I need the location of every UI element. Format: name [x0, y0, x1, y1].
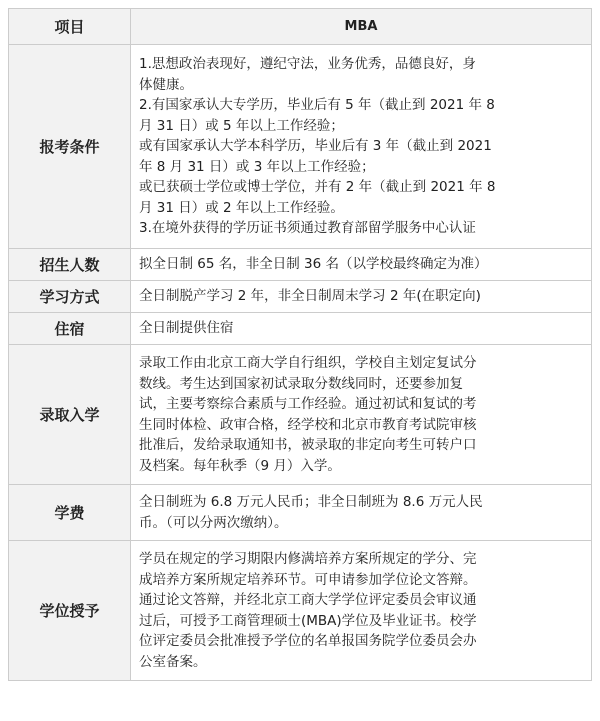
text-line: 公室备案。: [139, 653, 207, 670]
text-line: 及档案。每年秋季（9 月）入学。: [139, 457, 341, 474]
text-line: 月 31 日）或 2 年以上工作经验。: [139, 199, 344, 216]
row-label: 报考条件: [9, 45, 131, 249]
housing-text: 全日制提供住宿: [131, 313, 592, 345]
text-line: 月 31 日）或 5 年以上工作经验；: [139, 117, 344, 134]
row-admission: [9, 345, 592, 485]
text-line: 2.有国家承认大专学历，毕业后有 5 年（截止到 2021 年 8: [139, 97, 495, 114]
tuition-text: [131, 485, 592, 541]
text-line: 学员在规定的学习期限内修满培养方案所规定的学分、完: [139, 551, 477, 567]
row-study-mode: [9, 281, 592, 313]
text-line: 体健康。: [139, 76, 193, 93]
row-requirements: [9, 45, 592, 249]
text-line: 录取工作由北京工商大学自行组织，学校自主划定复试分: [139, 355, 477, 371]
header-program-cell: MBA: [131, 9, 592, 45]
text-line: 通过论文答辩，并经北京工商大学学位评定委员会审议通: [139, 592, 477, 608]
text-line: 试，主要考察综合素质与工作经验。通过初试和复试的考: [139, 396, 477, 412]
degree-text: [131, 541, 592, 681]
text-line: 过后，可授予工商管理硕士(MBA)学位及毕业证书。校学: [139, 612, 477, 629]
text-line: 生同时体检、政审合格，经学校和北京市教育考试院审核: [139, 416, 477, 433]
row-label: 住宿: [9, 313, 131, 345]
row-tuition: [9, 485, 592, 541]
row-label: 学位授予: [9, 541, 131, 681]
row-label: 学费: [9, 485, 131, 541]
row-label: 录取入学: [9, 345, 131, 485]
text-line: 位评定委员会批准授予学位的名单报国务院学位委员会办: [139, 633, 477, 649]
enrollment-text: 拟全日制 65 名，非全日制 36 名（以学校最终确定为准）: [131, 249, 592, 281]
text-line: 1.思想政治表现好，遵纪守法，业务优秀，品德良好，身: [139, 56, 476, 73]
row-degree: [9, 541, 592, 681]
text-line: 成培养方案所规定培养环节。可申请参加学位论文答辩。: [139, 571, 477, 588]
text-line: 全日制班为 6.8 万元人民币；非全日制班为 8.6 万元人民: [139, 494, 483, 510]
text-line: 数线。考生达到国家初试录取分数线同时，还要参加复: [139, 375, 463, 392]
row-enrollment: [9, 249, 592, 281]
header-item-cell: 项目: [9, 9, 131, 45]
text-line: 年 8 月 31 日）或 3 年以上工作经验；: [139, 158, 375, 175]
text-line: 批准后，发给录取通知书，被录取的非定向考生可转户口: [139, 437, 477, 453]
mba-info-table: [8, 8, 592, 681]
text-line: 3.在境外获得的学历证书须通过教育部留学服务中心认证: [139, 220, 476, 237]
study-mode-text: 全日制脱产学习 2 年，非全日制周末学习 2 年(在职定向): [131, 281, 592, 313]
admission-text: [131, 345, 592, 485]
text-line: 或有国家承认大学本科学历，毕业后有 3 年（截止到 2021: [139, 138, 492, 155]
requirements-text: [131, 45, 592, 249]
header-row: [9, 9, 592, 45]
row-label: 学习方式: [9, 281, 131, 313]
text-line: 币。（可以分两次缴纳）。: [139, 514, 288, 531]
text-line: 或已获硕士学位或博士学位，并有 2 年（截止到 2021 年 8: [139, 179, 496, 196]
row-housing: [9, 313, 592, 345]
row-label: 招生人数: [9, 249, 131, 281]
